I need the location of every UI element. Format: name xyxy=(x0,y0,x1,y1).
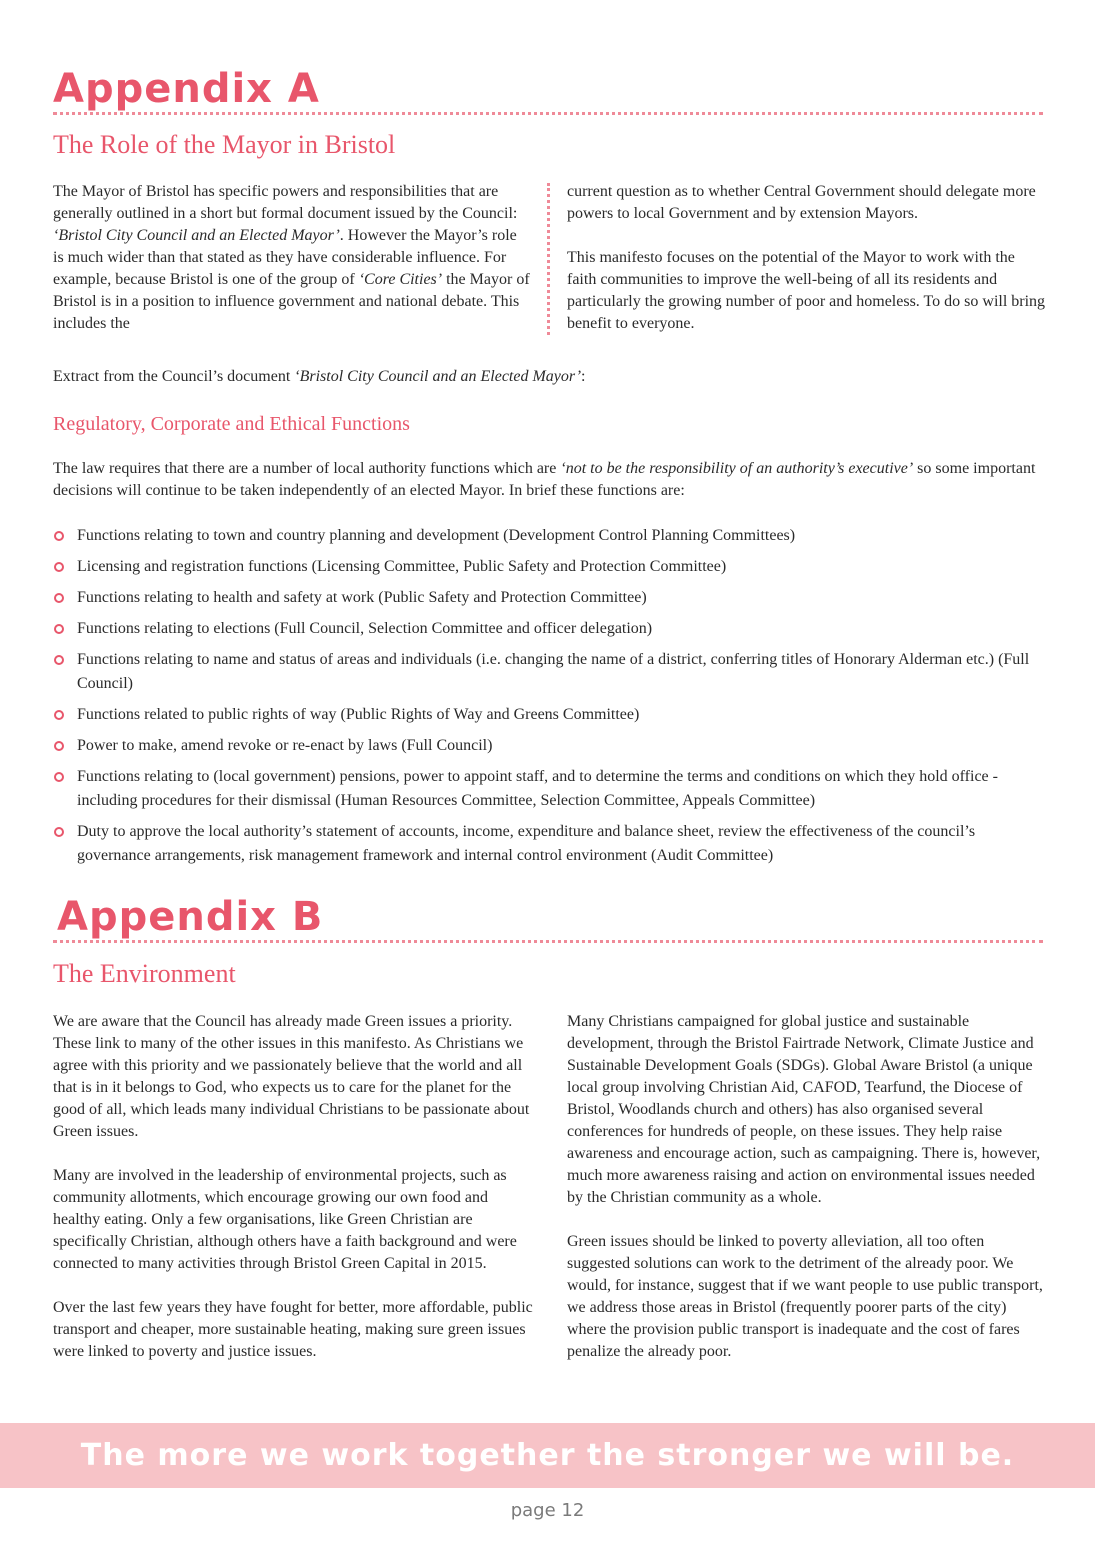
document-title-italic: ‘Bristol City Council and an Elected Mayor’ xyxy=(53,227,340,244)
law-paragraph xyxy=(53,458,1053,502)
circle-bullet-icon xyxy=(54,624,64,634)
list-item-text: Duty to approve the local authority’s statement of accounts, income, expenditure and balance sheet, review the effectiveness of the council’s governance arrangements, risk management framework and internal control environment (Audit Committee) xyxy=(77,823,976,864)
list-item-text: Licensing and registration functions (Licensing Committee, Public Safety and Protection Committee) xyxy=(77,558,727,575)
appendix-b-right-paragraph-1: Many Christians campaigned for global justice and sustainable development, through the Bristol Fairtrade Network, Climate Justice and Sustainable Development Goals (SDGs). Global Aware Bristol (a unique local group involving Christian Aid, CAFOD, Tearfund, the Diocese of Bristol, Woodlands church and others) has also organised several conferences for hundreds of people, on these issues. They help raise awareness and encourage action, such as campaigning. There is, however, much more awareness raising and action on environmental issues needed by the Christian community as a whole. xyxy=(567,1013,1041,1206)
footer-banner xyxy=(0,1423,1095,1488)
core-cities-italic: ‘Core Cities’ xyxy=(358,271,443,288)
list-item-text: Functions relating to elections (Full Council, Selection Committee and officer delegation) xyxy=(77,620,653,637)
circle-bullet-icon xyxy=(54,772,64,782)
appendix-a-title: The Role of the Mayor in Bristol xyxy=(53,130,396,159)
list-item xyxy=(53,648,1043,696)
text-span: the Mayor of Bristol is in a position to influence government and national debate. This includes the xyxy=(53,271,530,332)
appendix-a-right-paragraph-2: This manifesto focuses on the potential of the Mayor to work with the faith communities to improve the well-being of all its residents and particularly the growing number of poor and homeless. To do so will bring benefit to everyone. xyxy=(567,249,1046,332)
list-item-text: Functions related to public rights of way (Public Rights of Way and Greens Committee) xyxy=(77,706,640,723)
appendix-b-right-paragraph-2: Green issues should be linked to poverty alleviation, all too often suggested solutions can work to the detriment of the already poor. We would, for instance, suggest that if we want people to use public transport, we address those areas in Bristol (frequently poorer parts of the city) where the provision public transport is inadequate and the cost of fares penalize the already poor. xyxy=(567,1233,1043,1360)
appendix-b-left-column xyxy=(53,1011,533,1363)
list-item-text: Functions relating to name and status of areas and individuals (i.e. changing the name of a district, conferring titles of Honorary Alderman etc.) (Full Council) xyxy=(77,651,1030,692)
text-span: The law requires that there are a number of local authority functions which are xyxy=(53,460,561,477)
circle-bullet-icon xyxy=(54,531,64,541)
circle-bullet-icon xyxy=(54,741,64,751)
appendix-b-right-column xyxy=(567,1011,1047,1363)
circle-bullet-icon xyxy=(54,710,64,720)
text-span: so some important decisions will continue to be taken independently of an elected Mayor. In brief these functions are: xyxy=(53,460,1036,499)
list-item xyxy=(53,586,1043,610)
appendix-b-left-paragraph-1: We are aware that the Council has already made Green issues a priority. These link to many of the other issues in this manifesto. As Christians we agree with this priority and we passionately believe that the world and all that is in it belongs to God, who expects us to care for the planet for the good of all, which leads many individual Christians to be passionate about Green issues. xyxy=(53,1013,530,1140)
regulatory-subheading: Regulatory, Corporate and Ethical Functions xyxy=(53,413,410,435)
appendix-a-right-paragraph-1: current question as to whether Central Government should delegate more powers to local Government and by extension Mayors. xyxy=(567,183,1036,222)
appendix-b-left-paragraph-3: Over the last few years they have fought for better, more affordable, public transport and cheaper, more sustainable heating, making sure green issues were linked to poverty and justice issues. xyxy=(53,1299,533,1360)
list-item xyxy=(53,617,1043,641)
appendix-b-divider xyxy=(53,940,1043,943)
list-item xyxy=(53,703,1043,727)
page-number: page 12 xyxy=(510,1500,585,1521)
appendix-a-left-paragraph xyxy=(53,181,531,335)
list-item xyxy=(53,765,1043,813)
circle-bullet-icon xyxy=(54,593,64,603)
list-item xyxy=(53,820,1043,868)
document-title-italic: ‘Bristol City Council and an Elected Mayor’ xyxy=(294,368,582,385)
appendix-a-left-column xyxy=(53,181,531,335)
circle-bullet-icon xyxy=(54,827,64,837)
circle-bullet-icon xyxy=(54,655,64,665)
list-item xyxy=(53,555,1043,579)
list-item xyxy=(53,734,1043,758)
appendix-b-left-paragraph-2: Many are involved in the leadership of environmental projects, such as community allotments, which encourage growing our own food and healthy eating. Only a few organisations, like Green Christian are specifically Christian, although others have a faith background and were connected to many activities through Bristol Green Capital in 2015. xyxy=(53,1167,517,1272)
list-item-text: Functions relating to (local government) pensions, power to appoint staff, and to determine the terms and conditions on which they hold office - including procedures for their dismissal (Human Resources Committee, Selection Committee, Appeals Committee) xyxy=(77,768,998,809)
appendix-a-heading: Appendix A xyxy=(53,66,320,112)
list-item-text: Power to make, amend revoke or re-enact by laws (Full Council) xyxy=(77,737,493,754)
text-span: . However the Mayor’s role is much wider than that stated as they have considerable influence. For example, because Bristol is one of the group of xyxy=(53,227,517,288)
appendix-a-divider xyxy=(53,112,1043,115)
column-separator xyxy=(547,183,550,335)
circle-bullet-icon xyxy=(54,562,64,572)
quote-italic: ‘not to be the responsibility of an authority’s executive’ xyxy=(560,460,914,477)
footer-tagline: The more we work together the stronger we will be. xyxy=(80,1438,1015,1473)
list-item xyxy=(53,524,1043,548)
functions-list xyxy=(53,524,1043,875)
appendix-a-right-column xyxy=(567,181,1047,335)
text-span: Extract from the Council’s document xyxy=(53,368,295,385)
list-item-text: Functions relating to health and safety at work (Public Safety and Protection Committee) xyxy=(77,589,647,606)
extract-line xyxy=(53,366,1043,388)
appendix-b-title: The Environment xyxy=(53,959,236,988)
text-span: : xyxy=(581,368,586,385)
appendix-b-heading: Appendix B xyxy=(57,894,324,940)
list-item-text: Functions relating to town and country planning and development (Development Control Planning Committees) xyxy=(77,527,796,544)
text-span: The Mayor of Bristol has specific powers and responsibilities that are generally outlined in a short but formal document issued by the Council: xyxy=(53,183,518,222)
